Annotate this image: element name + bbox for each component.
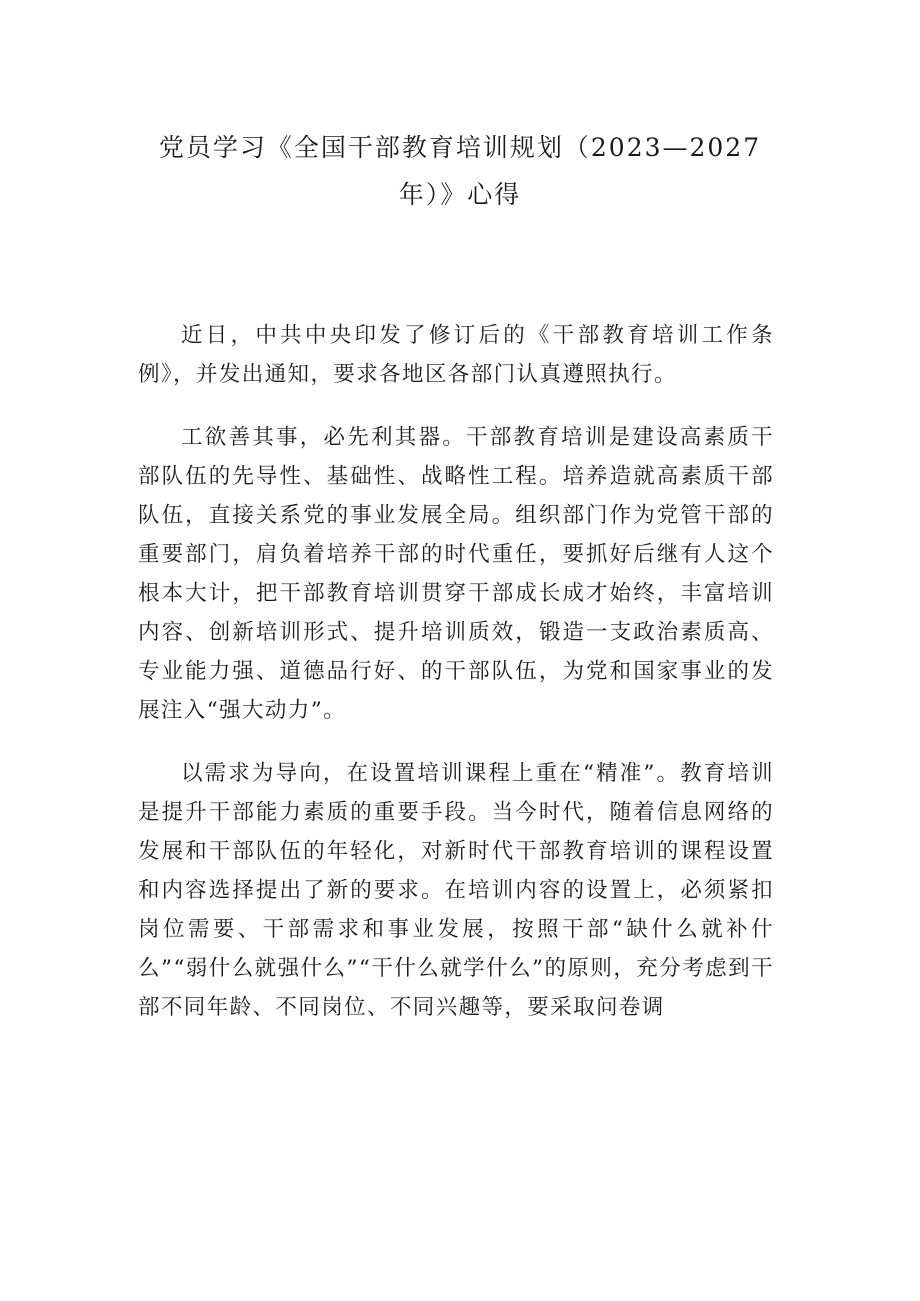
paragraph-importance: 工欲善其事，必先利其器。干部教育培训是建设高素质干部队伍的先导性、基础性、战略性工程。培养造就高素质干部队伍，直接关系党的事业发展全局。组织部门作为党管干部的重要部门，肩负着培养干部的时代重任，要抓好后继有人这个根本大计，把干部教育培训贯穿干部成长成才始终，丰富培训内容、创新培训形式、提升培训质效，锻造一支政治素质高、专业能力强、道德品行好、的干部队伍，为党和国家事业的发展注入“强大动力”。 [138,425,774,723]
document-body [138,316,774,1051]
document-title [150,124,770,218]
paragraph-demand-oriented: 以需求为导向，在设置培训课程上重在“精准”。教育培训是提升干部能力素质的重要手段。当今时代，随着信息网络的发展和干部队伍的年轻化，对新时代干部教育培训的课程设置和内容选择提出了新的要求。在培训内容的设置上，必须紧扣岗位需要、干部需求和事业发展，按照干部“缺什么就补什么”“弱什么就强什么”“干什么就学什么”的原则，充分考虑到干部不同年龄、不同岗位、不同兴趣等，要采取问卷调 [138,761,774,1020]
title-line-2: 年）》心得 [398,180,522,209]
title-line-1: 党员学习《全国干部教育培训规划（2023—2027 [158,133,762,162]
paragraph-intro: 近日，中共中央印发了修订后的《干部教育培训工作条例》，并发出通知，要求各地区各部门认真遵照执行。 [138,323,774,387]
